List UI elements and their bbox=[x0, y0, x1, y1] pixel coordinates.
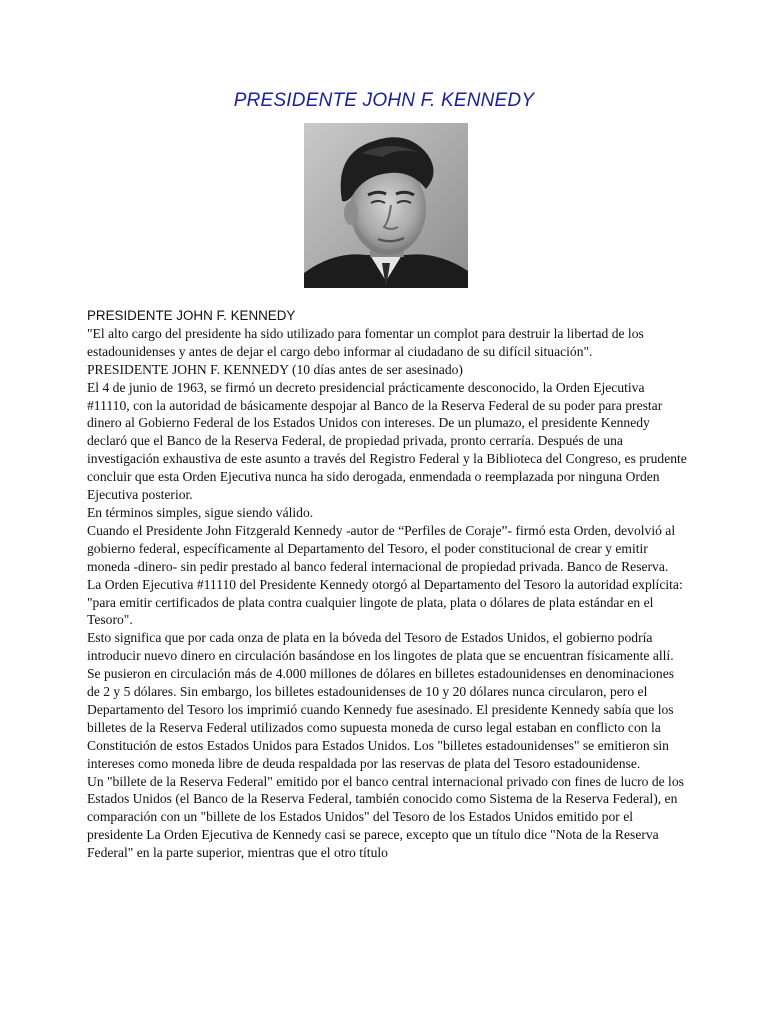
paragraph: Cuando el Presidente John Fitzgerald Kennedy -autor de “Perfiles de Coraje”- firmó esta Orden, devolvió al gobierno federal, específicamente al Departamento del Tesoro, el poder constitucional de crear y emitir moneda -dinero- sin pedir prestado al banco federal internacional de propiedad privada. Banco de Reserva. bbox=[87, 522, 676, 574]
paragraph: En términos simples, sigue siendo válido. bbox=[87, 504, 314, 520]
document-title: PRESIDENTE JOHN F. KENNEDY bbox=[233, 90, 535, 111]
paragraph: La Orden Ejecutiva #11110 del Presidente Kennedy otorgó al Departamento del Tesoro la autoridad explícita: "para emitir certificados de plata contra cualquier lingote de plata, plata o dólares de plata estándar en el Tesoro". bbox=[87, 576, 683, 628]
paragraph: Un "billete de la Reserva Federal" emitido por el banco central internacional privado con fines de lucro de los Estados Unidos (el Banco de la Reserva Federal, también conocido como Sistema de la Reserva Federal), en comparación con un "billete de los Estados Unidos" del Tesoro de los Estados Unidos emitido por el presidente La Orden Ejecutiva de Kennedy casi se parece, excepto que un título dice "Nota de la Reserva Federal" en la parte superior, mientras que el otro título bbox=[87, 773, 684, 861]
paragraph: El 4 de junio de 1963, se firmó un decreto presidencial prácticamente desconocido, la Orden Ejecutiva #11110, con la autoridad de básicamente despojar al Banco de la Reserva Federal de su poder para prestar dinero al Gobierno Federal de los Estados Unidos con intereses. De un plumazo, el presidente Kennedy declaró que el Banco de la Reserva Federal, de propiedad privada, pronto cerraría. Después de una investigación exhaustiva de este asunto a través del Registro Federal y la Biblioteca del Congreso, es prudente concluir que esta Orden Ejecutiva nunca ha sido derogada, enmendada o reemplazada por ninguna Orden Ejecutiva posterior. bbox=[87, 379, 687, 503]
article-body bbox=[87, 307, 687, 862]
portrait-photo bbox=[304, 123, 468, 288]
section-heading: PRESIDENTE JOHN F. KENNEDY bbox=[87, 308, 296, 323]
paragraph: PRESIDENTE JOHN F. KENNEDY (10 días antes de ser asesinado) bbox=[87, 361, 463, 377]
paragraph: "El alto cargo del presidente ha sido utilizado para fomentar un complot para destruir la libertad de los estadounidenses y antes de dejar el cargo debo informar al ciudadano de su difícil situación". bbox=[87, 325, 644, 359]
paragraph: Esto significa que por cada onza de plata en la bóveda del Tesoro de Estados Unidos, el gobierno podría introducir nuevo dinero en circulación basándose en los lingotes de plata que se encuentran físicamente allí. Se pusieron en circulación más de 4.000 millones de dólares en billetes estadounidenses en denominaciones de 2 y 5 dólares. Sin embargo, los billetes estadounidenses de 10 y 20 dólares nunca circularon, pero el Departamento del Tesoro los imprimió cuando Kennedy fue asesinado. El presidente Kennedy sabía que los billetes de la Reserva Federal utilizados como supuesta moneda de curso legal estaban en conflicto con la Constitución de estos Estados Unidos para Estados Unidos. Los "billetes estadounidenses" se emitieron sin intereses como moneda libre de deuda respaldada por las reservas de plata del Tesoro estadounidense. bbox=[87, 630, 675, 771]
